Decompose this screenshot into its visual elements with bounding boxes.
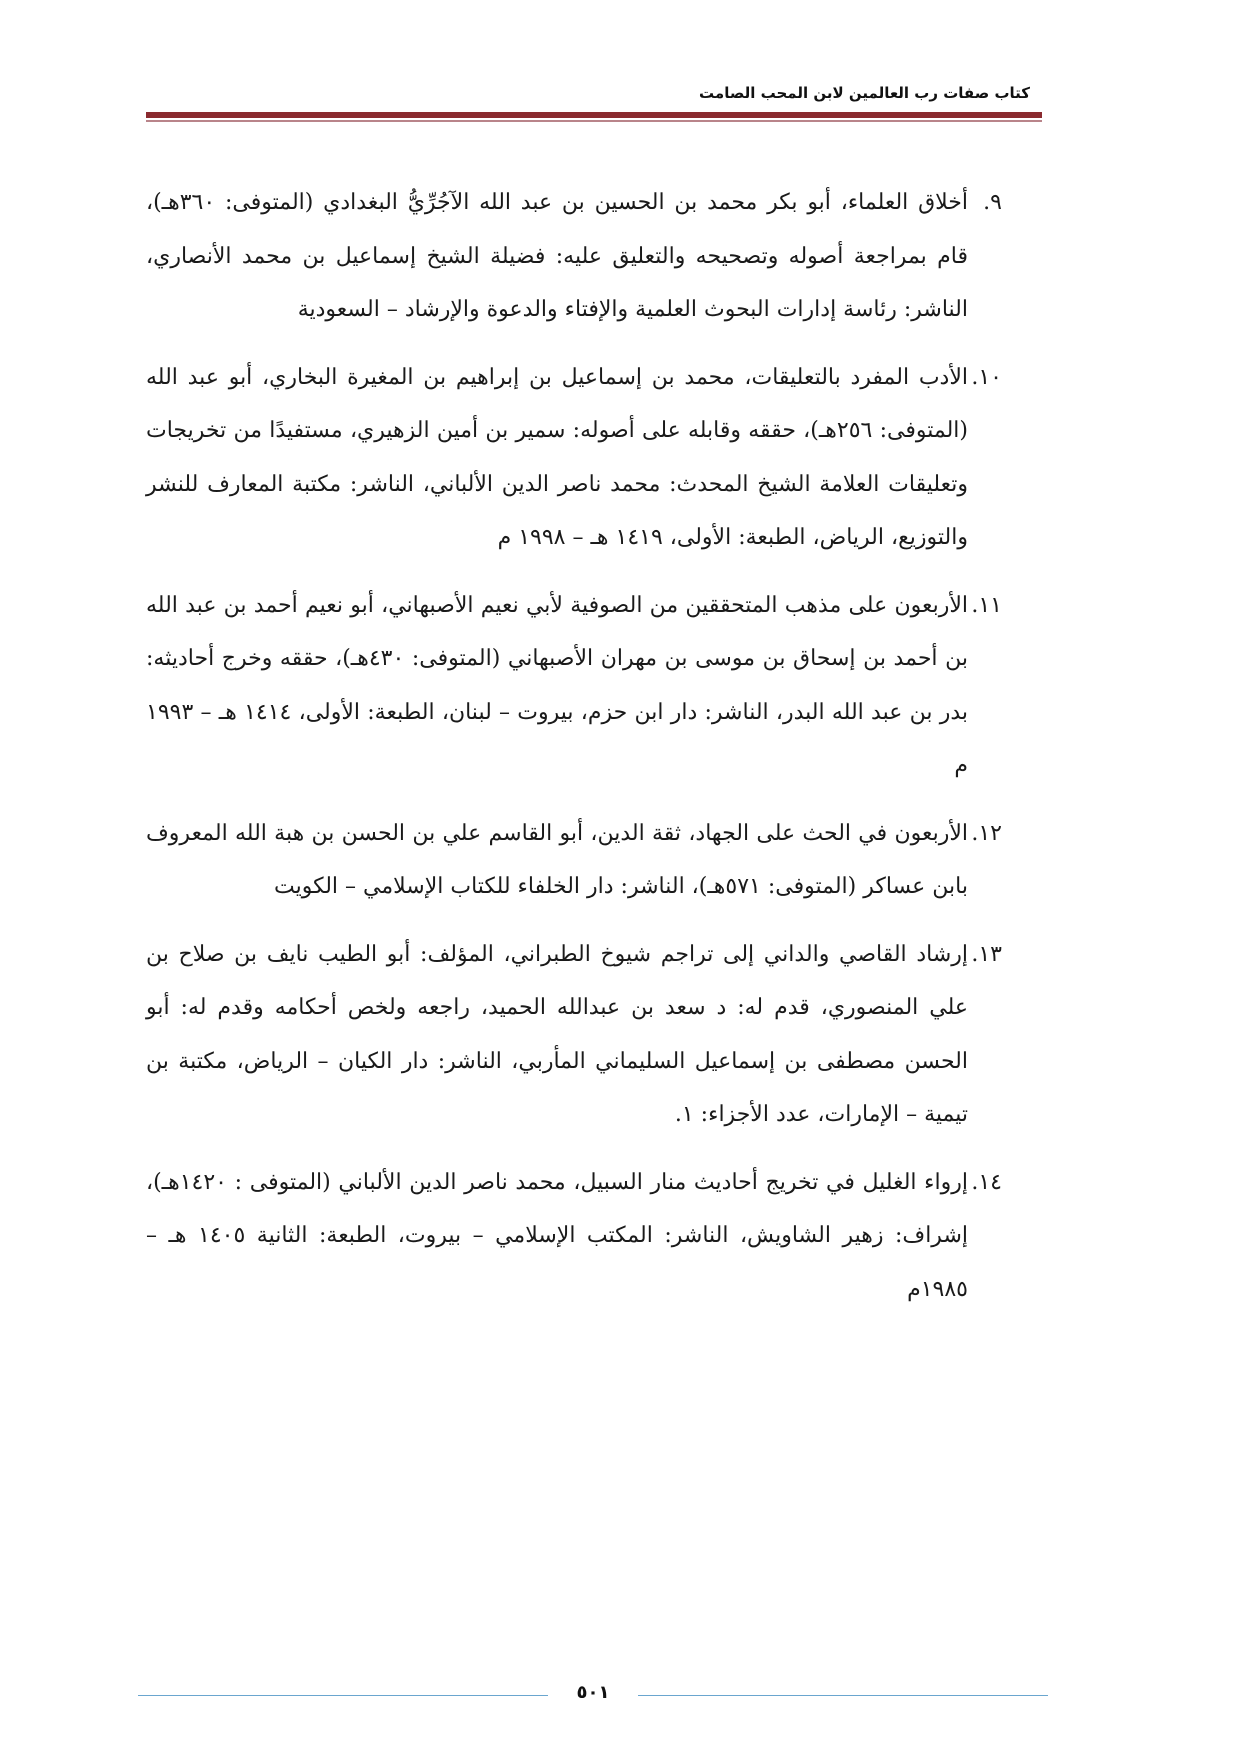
bibliography-list [146, 176, 1002, 1330]
entry-text: أخلاق العلماء، أبو بكر محمد بن الحسين بن عبد الله الآجُرِّيُّ البغدادي (المتوفى: ٣٦٠هـ)، قام بمراجعة أصوله وتصحيحه والتعليق عليه: فضيلة الشيخ إسماعيل بن محمد الأنصاري، الناشر: رئاسة إدارات البحوث العلمية والإفتاء والدعوة والإرشاد – السعودية [146, 190, 968, 322]
page-footer [138, 1680, 1048, 1710]
entry-text: الأدب المفرد بالتعليقات، محمد بن إسماعيل بن إبراهيم بن المغيرة البخاري، أبو عبد الله (المتوفى: ٢٥٦هـ)، حققه وقابله على أصوله: سمير بن أمين الزهيري، مستفيدًا من تخريجات وتعليقات العلامة الشيخ المحدث: محمد ناصر الدين الألباني، الناشر: مكتبة المعارف للنشر والتوزيع، الرياض، الطبعة: الأولى، ١٤١٩ هـ – ١٩٩٨ م [146, 364, 968, 550]
entry-number: ٩. [983, 190, 1002, 215]
entry-text: الأربعون في الحث على الجهاد، ثقة الدين، أبو القاسم علي بن الحسن بن هبة الله المعروف بابن عساكر (المتوفى: ٥٧١هـ)، الناشر: دار الخلفاء للكتاب الإسلامي – الكويت [146, 820, 968, 899]
bibliography-entry [146, 176, 1002, 337]
entry-number: ١٣. [971, 941, 1002, 967]
entry-text: الأربعون على مذهب المتحققين من الصوفية لأبي نعيم الأصبهاني، أبو نعيم أحمد بن عبد الله بن أحمد بن إسحاق بن موسى بن مهران الأصبهاني (المتوفى: ٤٣٠هـ)، حققه وخرج أحاديثه: بدر بن عبد الله البدر، الناشر: دار ابن حزم، بيروت – لبنان، الطبعة: الأولى، ١٤١٤ هـ – ١٩٩٣ م [146, 592, 969, 778]
entry-number: ١٠. [971, 364, 1002, 390]
bibliography-entry [146, 807, 1002, 914]
bibliography-entry [146, 579, 1002, 793]
entry-number: ١٢. [971, 820, 1002, 846]
entry-text: إرشاد القاصي والداني إلى تراجم شيوخ الطبراني، المؤلف: أبو الطيب نايف بن صلاح بن علي المنصوري، قدم له: د سعد بن عبدالله الحميد، راجعه ولخص أحكامه وقدم له: أبو الحسن مصطفى بن إسماعيل السليماني المأربي، الناشر: دار الكيان – الرياض، مكتبة بن تيمية – الإمارات، عدد الأجزاء: ١. [146, 941, 968, 1127]
entry-text: إرواء الغليل في تخريج أحاديث منار السبيل، محمد ناصر الدين الألباني (المتوفى : ١٤٢٠هـ)، إشراف: زهير الشاويش، الناشر: المكتب الإسلامي – بيروت، الطبعة: الثانية ١٤٠٥ هـ – ١٩٨٥م [146, 1169, 968, 1302]
header-title: كتاب صفات رب العالمين لابن المحب الصامت [699, 84, 1030, 102]
header-rule-thin [146, 120, 1042, 122]
bibliography-entry [146, 351, 1002, 565]
entry-number: ١١. [971, 592, 1002, 618]
bibliography-entry [146, 928, 1002, 1142]
page-number: ٥٠١ [576, 1682, 610, 1703]
bibliography-entry [146, 1156, 1002, 1317]
header-rule [146, 112, 1042, 118]
entry-number: ١٤. [971, 1169, 1002, 1195]
